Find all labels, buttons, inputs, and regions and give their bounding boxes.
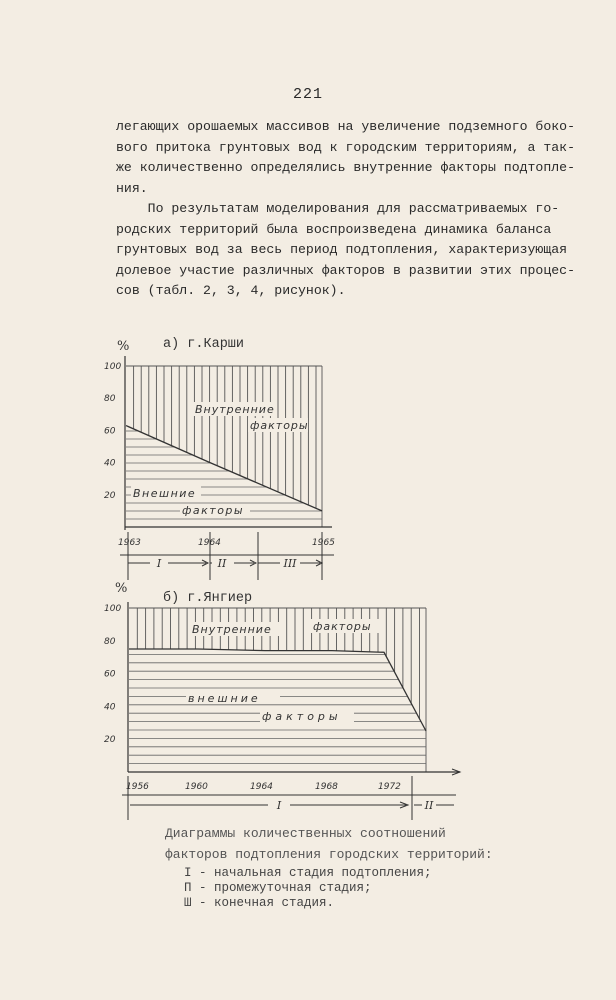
y-tick-label: 40 xyxy=(104,702,116,713)
y-tick-label: 20 xyxy=(104,490,116,501)
x-tick-label: 1964 xyxy=(198,538,221,548)
y-tick-label: 80 xyxy=(104,636,116,647)
y-tick-label: 100 xyxy=(104,604,122,614)
text-line: долевое участие различных факторов в развитии этих процес- xyxy=(116,262,575,278)
chart-a-internal-label-1: Внутренние xyxy=(195,403,275,416)
text-line: По результатам моделирования для рассматриваемых го- xyxy=(116,201,560,216)
text-line: легающих орошаемых массивов на увеличение подземного боко- xyxy=(116,119,575,134)
text-line: сов (табл. 2, 3, 4, рисунок). xyxy=(116,283,346,298)
chart-b-external-label-1: внешние xyxy=(188,692,261,705)
chart-a-title: а) г.Карши xyxy=(163,337,245,352)
text-line: родских территорий была воспроизведена динамика баланса xyxy=(116,221,552,237)
x-tick-label: 1965 xyxy=(312,538,335,548)
x-tick-label: 1956 xyxy=(126,782,149,792)
stage-legend xyxy=(184,866,524,911)
chart-a xyxy=(104,337,335,580)
legend-item: Ш - конечная стадия. xyxy=(184,896,335,910)
stage-label: II xyxy=(217,557,227,570)
chart-b-timeline xyxy=(122,769,460,820)
text-line: же количественно определялись внутренние факторы подтопле- xyxy=(116,160,575,175)
chart-a-timeline xyxy=(120,532,334,580)
chart-a-percent: % xyxy=(117,339,130,354)
x-tick-label: 1968 xyxy=(315,782,338,792)
page-number: 221 xyxy=(292,86,323,103)
y-tick-label: 60 xyxy=(104,426,116,437)
chart-b xyxy=(104,581,460,820)
legend-item: I - начальная стадия подтопления; xyxy=(184,866,432,880)
chart-b-percent: % xyxy=(115,581,128,596)
chart-b-x-ticks xyxy=(126,782,401,792)
chart-a-y-ticks xyxy=(104,362,121,501)
text-line: грунтовых вод за весь период подтопления, характеризующая xyxy=(116,242,568,257)
y-tick-label: 80 xyxy=(104,394,116,405)
chart-b-internal-label-2: факторы xyxy=(313,620,372,633)
y-tick-label: 40 xyxy=(104,458,116,469)
chart-a-external-label-1: Внешние xyxy=(133,487,197,500)
chart-a-x-ticks xyxy=(118,538,335,548)
text-line: ния. xyxy=(116,180,148,196)
caption-line: факторов подтопления городских территорий: xyxy=(165,847,493,862)
text-line: вого притока грунтовых вод к городским территориям, а так- xyxy=(116,139,575,155)
figure-caption xyxy=(165,823,565,865)
y-tick-label: 100 xyxy=(104,362,122,372)
x-tick-label: 1960 xyxy=(185,782,208,792)
legend-item: П - промежуточная стадия; xyxy=(184,881,372,895)
stage-label: II xyxy=(424,799,434,812)
x-tick-label: 1964 xyxy=(250,782,273,792)
y-tick-label: 60 xyxy=(104,669,116,680)
chart-b-y-ticks xyxy=(104,604,121,745)
chart-b-external-label-2: факторы xyxy=(262,710,342,723)
x-tick-label: 1963 xyxy=(118,538,141,548)
caption-line: Диаграммы количественных соотношений xyxy=(165,826,446,841)
chart-b-title: б) г.Янгиер xyxy=(163,591,253,606)
stage-label: I xyxy=(276,799,282,812)
chart-a-external-label-2: факторы xyxy=(182,504,245,517)
chart-a-internal-label-2: факторы xyxy=(250,419,309,432)
chart-b-internal-label-1: Внутренние xyxy=(192,623,272,636)
y-tick-label: 20 xyxy=(104,735,116,746)
stage-label: I xyxy=(156,557,162,570)
x-tick-label: 1972 xyxy=(378,782,401,792)
stage-label: III xyxy=(283,557,297,570)
